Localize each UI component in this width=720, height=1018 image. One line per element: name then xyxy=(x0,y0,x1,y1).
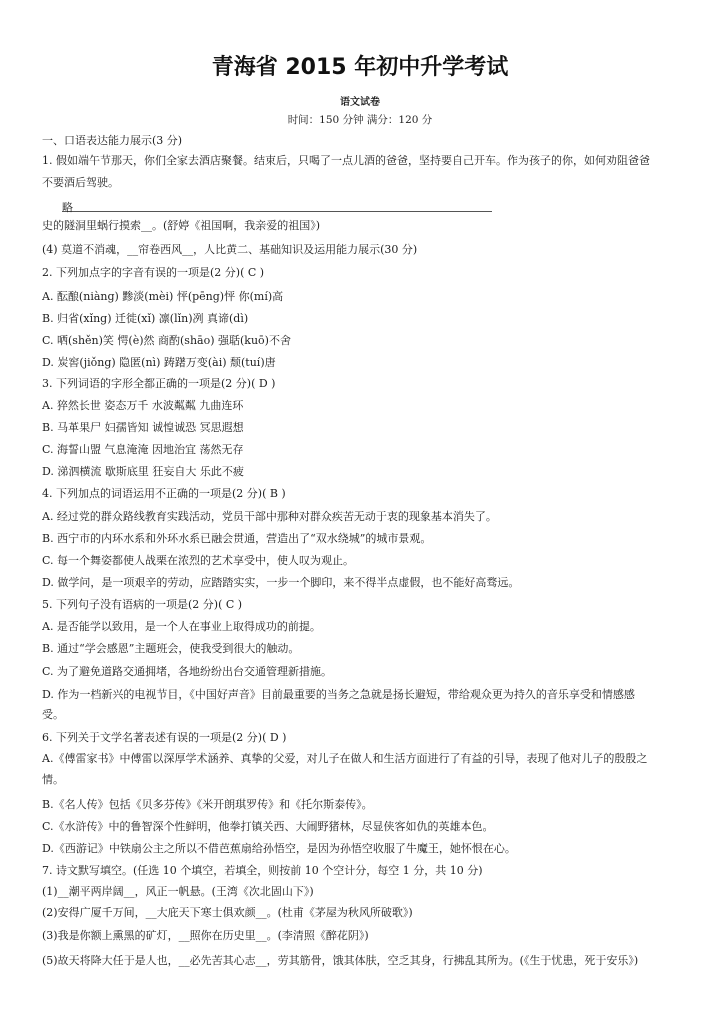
answer-rule xyxy=(62,211,492,212)
text-line: (3)我是你额上熏黑的矿灯，__照你在历史里__。(李清照《醉花阴》) xyxy=(42,929,369,942)
text-line: A. 猝然长世 姿态万千 水波粼粼 九曲连环 xyxy=(42,399,244,412)
text-line: D. 做学问，是一项艰辛的劳动，应踏踏实实，一步一个脚印，来不得半点虚假，也不能好高骛远。 xyxy=(42,576,520,589)
text-line: B. 通过“学会感恩”主题班会，使我受到很大的触动。 xyxy=(42,642,300,655)
text-line: 情。 xyxy=(42,773,64,786)
text-line: C. 为了避免道路交通拥堵，各地纷纷出台交通管理新措施。 xyxy=(42,665,333,678)
text-line: 不要酒后驾驶。 xyxy=(42,176,119,189)
text-line: A.《傅雷家书》中傅雷以深厚学术涵养、真挚的父爱，对儿子在做人和生活方面进行了有益的引导，表现了他对儿子的殷殷之 xyxy=(42,752,648,765)
exam-meta: 时间：150 分钟 满分：120 分 xyxy=(287,114,433,126)
text-line: A. 酝酿(niàng) 黪淡(mèi) 怦(pēng)怦 你(mí)高 xyxy=(42,290,284,303)
text-line: C. 海誓山盟 气息淹淹 因地治宜 荡然无存 xyxy=(42,443,244,456)
text-line: C.《水浒传》中的鲁智深个性鲜明，他拳打镇关西、大闹野猪林，尽显侠客如仇的英雄本色。 xyxy=(42,820,494,833)
text-line: B.《名人传》包括《贝多芬传》《米开朗琪罗传》和《托尔斯泰传》。 xyxy=(42,798,373,811)
text-line: C. 哂(shěn)笑 愕(è)然 商酌(shāo) 强聒(kuō)不舍 xyxy=(42,334,291,347)
text-line: 2. 下列加点字的字音有误的一项是(2 分)( C ) xyxy=(42,266,265,279)
text-line: B. 归省(xǐng) 迁徙(xǐ) 凛(lǐn)冽 真谛(dì) xyxy=(42,312,249,325)
text-line: A. 经过党的群众路线教育实践活动，党员干部中那种对群众疾苦无动于衷的现象基本消失了。 xyxy=(42,510,497,523)
text-line: 6. 下列关于文学名著表述有误的一项是(2 分)( D ) xyxy=(42,731,287,744)
text-line: 4. 下列加点的词语运用不正确的一项是(2 分)( B ) xyxy=(42,487,286,500)
text-line: 史的隧洞里蜗行摸索__。(舒婷《祖国啊，我亲爱的祖国》) xyxy=(42,219,321,232)
text-line: D. 炭窖(jiǒng) 隐匿(nì) 踌躇万变(ài) 颓(tuí)唐 xyxy=(42,356,276,369)
text-line: B. 西宁市的内环水系和外环水系已融会贯通，营造出了“双水绕城”的城市景观。 xyxy=(42,532,432,545)
exam-title: 青海省 2015 年初中升学考试 xyxy=(211,55,509,80)
text-line: (5)故天将降大任于是人也，__必先苦其心志__，劳其筋骨，饿其体肤，空乏其身，行拂乱其所为。(《生于忧患，死于安乐》) xyxy=(42,954,639,967)
exam-subtitle: 语文试卷 xyxy=(340,97,380,108)
text-line: (1)__潮平两岸阔__，风正一帆悬。(王湾《次北固山下》) xyxy=(42,885,314,898)
text-line: 5. 下列句子没有语病的一项是(2 分)( C ) xyxy=(42,598,243,611)
text-line: 受。 xyxy=(42,708,64,721)
text-line: 3. 下列词语的字形全都正确的一项是(2 分)( D ) xyxy=(42,377,276,390)
text-line: 一、口语表达能力展示(3 分) xyxy=(42,134,183,147)
text-line: (4) 莫道不消魂，__帘卷西风__，人比黄二、基础知识及运用能力展示(30 分) xyxy=(42,243,418,256)
text-line: D.《西游记》中铁扇公主之所以不借芭蕉扇给孙悟空，是因为孙悟空收服了牛魔王，她怀恨在心。 xyxy=(42,842,516,855)
text-line: 7. 诗文默写填空。(任选 10 个填空，若填全，则按前 10 个空计分，每空 1 分，共 10 分) xyxy=(42,864,483,877)
text-line: C. 每一个舞姿都使人战栗在浓烈的艺术享受中，使人叹为观止。 xyxy=(42,554,355,567)
text-line: 1. 假如端午节那天，你们全家去酒店聚餐。结束后，只喝了一点儿酒的爸爸，坚持要自己开车。作为孩子的你，如何劝阻爸爸 xyxy=(42,154,650,167)
text-line: A. 是否能学以致用，是一个人在事业上取得成功的前提。 xyxy=(42,620,321,633)
text-line: (2)安得广厦千万间，__大庇天下寒士俱欢颜__。(杜甫《茅屋为秋风所破歌》) xyxy=(42,906,413,919)
text-line: B. 马革果尸 妇孺皆知 诚惶诚恐 冥思遐想 xyxy=(42,421,244,434)
text-line: D. 涕泗横流 歇斯底里 狂妄自大 乐此不疲 xyxy=(42,465,244,478)
text-line: D. 作为一档新兴的电视节目，《中国好声音》目前最重要的当务之急就是扬长避短，带给观众更为持久的音乐享受和情感感 xyxy=(42,688,635,701)
text-line: 略 xyxy=(62,201,73,214)
